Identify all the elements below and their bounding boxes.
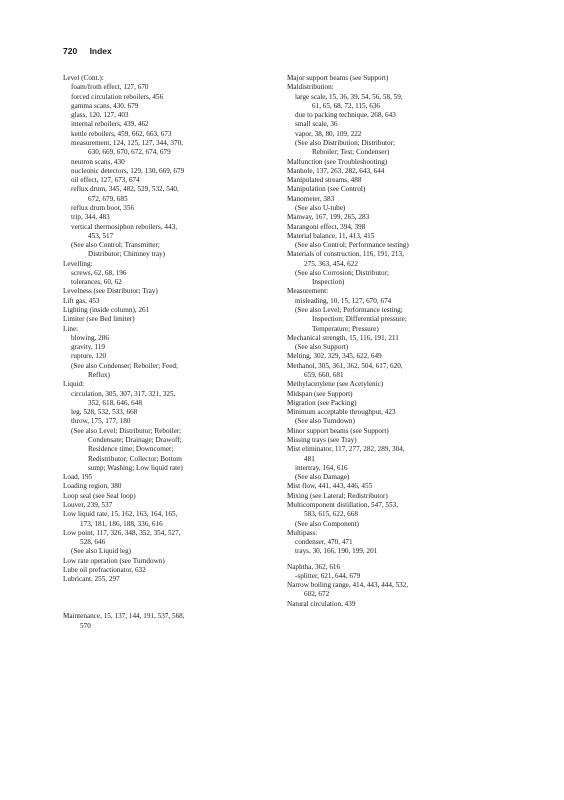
index-entry: Levelness (see Distributor; Tray) bbox=[63, 287, 158, 296]
index-entry: Migration (see Packing) bbox=[287, 398, 357, 407]
index-entry: Load, 195 bbox=[63, 473, 93, 482]
index-entry: 583, 615, 622, 668 bbox=[304, 510, 358, 519]
index-entry: Low point, 117, 326, 348, 352, 354, 527, bbox=[63, 528, 181, 537]
index-entry: Lighting (inside column), 261 bbox=[63, 306, 150, 315]
index-entry: Reflux) bbox=[88, 371, 110, 379]
index-entry: Inspection; Differential pressure; bbox=[312, 315, 407, 324]
index-entry: Reboiler; Test; Condenser) bbox=[312, 148, 390, 157]
index-entry: 570 bbox=[80, 621, 91, 630]
index-entry: 352, 618, 646, 648 bbox=[88, 398, 142, 407]
page-header bbox=[63, 46, 112, 56]
index-entry: Levelling: bbox=[63, 259, 93, 268]
index-entry: measurement, 124, 125, 127, 344, 370, bbox=[71, 138, 183, 147]
index-entry: (See also Control; Performance testing) bbox=[295, 241, 409, 250]
index-entry: Maintenance, 15, 137, 144, 191, 537, 568, bbox=[63, 612, 185, 621]
index-entry: 630, 669, 670, 672, 674, 679 bbox=[88, 148, 171, 157]
index-entry: large scale, 15, 36, 39, 54, 56, 58, 59, bbox=[295, 92, 403, 101]
index-entry: Residence time; Downcomer; bbox=[88, 445, 174, 454]
index-entry: 173, 181, 186, 188, 336, 616 bbox=[80, 519, 163, 528]
index-entry: Minor support beams (see Support) bbox=[287, 426, 389, 435]
index-entry: Distributor; Chimney tray) bbox=[88, 250, 166, 259]
index-entry: Marangoni effect, 394, 398 bbox=[287, 222, 366, 231]
index-entry: Lubricant, 255, 297 bbox=[63, 575, 120, 584]
index-entry: forced circulation reboilers, 456 bbox=[71, 92, 164, 101]
index-entry: misleading, 10, 15, 127, 670, 674 bbox=[295, 296, 392, 305]
index-entry: (See also Liquid leg) bbox=[71, 547, 132, 556]
index-entry: Level (Cont.): bbox=[63, 74, 104, 82]
index-entry: Methanol, 305, 361, 362, 504, 617, 620, bbox=[287, 361, 403, 370]
index-entry: Minimum acceptable throughput, 423 bbox=[287, 408, 396, 417]
index-entry: Melting, 302, 329, 345, 622, 649 bbox=[287, 352, 382, 361]
index-entry: Multipass: bbox=[287, 528, 318, 537]
index-entry: neutron scans, 430 bbox=[71, 157, 125, 166]
index-entry: Narrow boiling range, 414, 443, 444, 532, bbox=[287, 581, 409, 590]
index-entry: 528, 646 bbox=[80, 538, 106, 547]
index-entry: -splitter, 621, 644, 679 bbox=[295, 571, 361, 580]
index-entry: Material balance, 11, 413, 415 bbox=[287, 231, 375, 240]
page-number: 720 bbox=[63, 46, 78, 56]
running-title: Index bbox=[89, 46, 112, 56]
index-entry: Lube oil prefractionator, 632 bbox=[63, 565, 146, 574]
index-entry: tolerances, 60, 62 bbox=[71, 278, 122, 287]
index-entry: (See also Corrosion; Distributor; bbox=[295, 268, 390, 277]
index-entry: (See also Component) bbox=[295, 519, 359, 528]
index-entry: nucleonic detectors, 129, 130, 669, 679 bbox=[71, 166, 185, 175]
index-column-left bbox=[63, 74, 285, 631]
index-entry: (See also Distribution; Distributor; bbox=[295, 138, 396, 147]
index-entry: (See also Condenser; Reboiler; Feed; bbox=[71, 361, 178, 370]
index-entry: Loop seal (see Seal loop) bbox=[63, 491, 136, 500]
index-entry: (See also Level; Distributor; Reboiler; bbox=[71, 426, 182, 435]
index-entry: Mechanical strength, 15, 116, 191, 211 bbox=[287, 333, 399, 342]
index-entry: Louver, 239, 537 bbox=[63, 500, 113, 509]
index-entry: kettle reboilers, 459, 662, 663, 673 bbox=[71, 129, 172, 138]
index-entry: (See also Control; Transmitter; bbox=[71, 241, 160, 250]
index-entry: Materials of construction, 116, 191, 213, bbox=[287, 250, 404, 259]
index-entry: 453, 517 bbox=[88, 231, 114, 240]
index-entry: Major support beams (see Support) bbox=[287, 74, 389, 82]
index-entry: 672, 679, 685 bbox=[88, 194, 128, 203]
index-entry: vertical thermosiphon reboilers, 443, bbox=[71, 222, 177, 231]
index-entry: trays, 30, 166, 190, 199, 201 bbox=[295, 547, 378, 556]
index-entry: Manipulated streams, 488 bbox=[287, 176, 362, 185]
index-entry: glass, 120, 127, 403 bbox=[71, 111, 129, 120]
index-entry: Methylacetylene (see Acetylenic) bbox=[287, 380, 384, 389]
index-entry: Missing trays (see Tray) bbox=[287, 435, 357, 444]
index-entry: trip, 344, 483 bbox=[71, 213, 110, 222]
index-column-right bbox=[287, 74, 515, 609]
index-entry: 481 bbox=[304, 454, 315, 463]
index-entry: Redistributor; Collector; Bottom bbox=[88, 454, 182, 463]
index-entry: 61, 65, 68, 72, 115, 636 bbox=[312, 101, 381, 110]
index-entry: Liquid: bbox=[63, 380, 85, 389]
index-entry: vapor, 38, 80, 109, 222 bbox=[295, 129, 362, 138]
index-entry: Maldistribution: bbox=[287, 83, 334, 92]
index-entry: internal reboilers, 439, 462 bbox=[71, 120, 149, 129]
index-entry: Multicomponent distillation, 547, 553, bbox=[287, 500, 399, 509]
index-entry: Manway, 167, 199, 265, 283 bbox=[287, 213, 370, 222]
index-entry: (See also Level; Performance testing; bbox=[295, 306, 403, 315]
index-entry: 659, 660, 681 bbox=[304, 371, 344, 379]
index-entry: Malfunction (see Troubleshooting) bbox=[287, 157, 388, 166]
index-entry: intertray, 164, 616 bbox=[295, 463, 348, 472]
index-entry: gravity, 119 bbox=[71, 343, 105, 352]
index-entry: sump; Washing; Low liquid rate) bbox=[88, 463, 183, 472]
index-entry: (See also Support) bbox=[295, 343, 349, 352]
index-entry: Temperature; Pressure) bbox=[312, 324, 379, 333]
index-entry: Line: bbox=[63, 324, 79, 333]
index-entry: (See also U-tube) bbox=[295, 203, 346, 212]
index-entry: Natural circulation, 439 bbox=[287, 599, 356, 608]
index-entry: Mixing (see Lateral; Redistributor) bbox=[287, 491, 388, 500]
index-entry: Mist flow, 441, 443, 446, 455 bbox=[287, 482, 373, 491]
index-entry: Naphtha, 362, 616 bbox=[287, 562, 341, 571]
index-entry: 602, 672 bbox=[304, 590, 330, 599]
index-entry: oil effect, 127, 673, 674 bbox=[71, 176, 140, 185]
index-entry: Manipulation (see Control) bbox=[287, 185, 366, 194]
index-entry: screws, 62, 68, 196 bbox=[71, 268, 127, 277]
index-entry: Limiter (see Bed limiter) bbox=[63, 315, 135, 324]
index-entry: reflux drum boot, 356 bbox=[71, 203, 135, 212]
index-entry: gamma scans, 430, 679 bbox=[71, 101, 139, 110]
index-entry: Low liquid rate, 15, 162, 163, 164, 165, bbox=[63, 510, 178, 519]
index-entry: throw, 175, 177, 180 bbox=[71, 417, 131, 426]
index-entry: circulation, 305, 307, 317, 321, 325, bbox=[71, 389, 176, 398]
index-entry: small scale, 36 bbox=[295, 120, 338, 129]
column-gap bbox=[63, 584, 285, 612]
index-entry: Condensate; Drainage; Drawoff; bbox=[88, 435, 182, 444]
index-entry: (See also Damage) bbox=[295, 473, 350, 482]
index-entry: due to packing technique, 268, 643 bbox=[295, 111, 396, 120]
index-entry: foam/froth effect, 127, 670 bbox=[71, 83, 149, 92]
index-entry: leg, 528, 532, 533, 668 bbox=[71, 408, 138, 417]
index-entry: Lift gas, 453 bbox=[63, 296, 100, 305]
index-entry: reflux drum, 345, 482, 529, 532, 540, bbox=[71, 185, 179, 194]
index-entry: Manhole, 137, 263, 282, 643, 644 bbox=[287, 166, 385, 175]
index-entry: Midspan (see Support) bbox=[287, 389, 353, 398]
index-entry: Measurement: bbox=[287, 287, 329, 296]
index-entry: Low rate operation (see Turndown) bbox=[63, 556, 165, 565]
index-entry: Inspection) bbox=[312, 278, 345, 287]
index-entry: blowing, 286 bbox=[71, 333, 109, 342]
index-entry: (See also Turndown) bbox=[295, 417, 355, 426]
index-entry: Loading region, 380 bbox=[63, 482, 122, 491]
index-entry: condenser, 470, 471 bbox=[295, 538, 353, 547]
index-entry: 275, 363, 454, 622 bbox=[304, 259, 358, 268]
index-entry: Manometer, 383 bbox=[287, 194, 335, 203]
index-entry: Mist eliminator, 117, 277, 282, 289, 304, bbox=[287, 445, 405, 454]
index-entry: rupture, 120 bbox=[71, 352, 107, 361]
